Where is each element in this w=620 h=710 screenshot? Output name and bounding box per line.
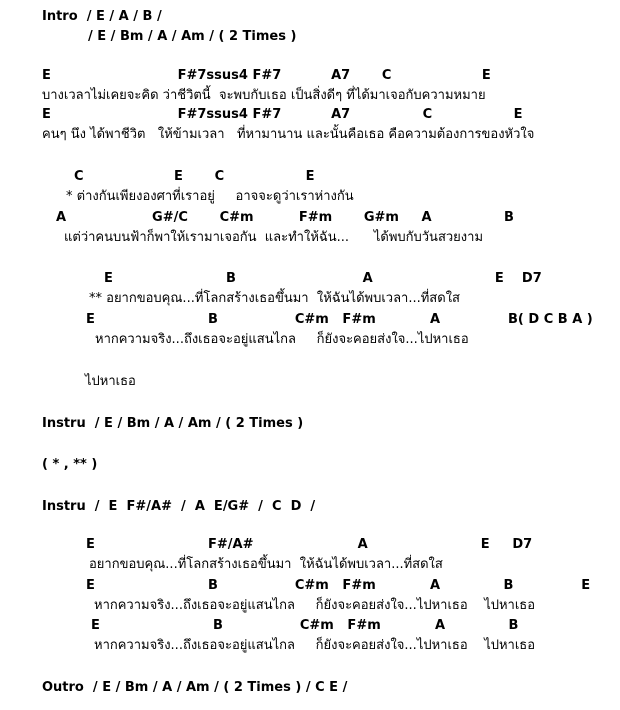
final-lyric-3: หากความจริง...ถึงเธอจะอยู่แสนไกล ก็ยังจะคอยส่งใจ...ไปหาเธอ ไปหาเธอ xyxy=(94,638,536,653)
instrumental-1: Instru / E / Bm / A / Am / ( 2 Times ) xyxy=(42,416,304,431)
repeat-marker: ( * , ** ) xyxy=(42,457,98,472)
chorus-lyric-2: หากความจริง...ถึงเธอจะอยู่แสนไกล ก็ยังจะคอยส่งใจ...ไปหาเธอ xyxy=(95,332,469,347)
instrumental-2: Instru / E F#/A# / A E/G# / C D / xyxy=(42,499,316,514)
final-chords-3: E B C#m F#m A B xyxy=(91,618,519,633)
final-chords-2: E B C#m F#m A B E xyxy=(86,578,591,593)
chorus-lyric-1: ** อยากขอบคุณ...ที่โลกสร้างเธอขึ้นมา ให้ฉันได้พบเวลา...ที่สดใส xyxy=(89,291,460,306)
prechorus-chords-1: C E C E xyxy=(74,169,315,184)
chorus-chords-2: E B C#m F#m A B( D C B A ) xyxy=(86,312,593,327)
final-lyric-1: อยากขอบคุณ...ที่โลกสร้างเธอขึ้นมา ให้ฉันได้พบเวลา...ที่สดใส xyxy=(89,557,443,572)
intro-line-2: / E / Bm / A / Am / ( 2 Times ) xyxy=(88,29,297,44)
verse1-lyric-2: คนๆ นึง ได้พาชีวิต ให้ข้ามเวลา ที่หามานาน และนั้นคือเธอ คือความต้องการของหัวใจ xyxy=(42,127,535,142)
prechorus-lyric-1: * ต่างกันเพียงองศาที่เราอยู่ อาจจะดูว่าเราห่างกัน xyxy=(66,189,354,204)
outro-line: Outro / E / Bm / A / Am / ( 2 Times ) / C E / xyxy=(42,680,348,695)
chorus-chords-1: E B A E D7 xyxy=(104,271,542,286)
final-lyric-2: หากความจริง...ถึงเธอจะอยู่แสนไกล ก็ยังจะคอยส่งใจ...ไปหาเธอ ไปหาเธอ xyxy=(94,598,536,613)
chorus-tail: ไปหาเธอ xyxy=(85,374,136,389)
prechorus-chords-2: A G#/C C#m F#m G#m A B xyxy=(56,210,514,225)
verse1-chords-2: E F#7ssus4 F#7 A7 C E xyxy=(42,107,523,122)
intro-line-1: Intro / E / A / B / xyxy=(42,9,162,24)
final-chords-1: E F#/A# A E D7 xyxy=(86,537,533,552)
verse1-lyric-1: บางเวลาไม่เคยจะคิด ว่าชีวิตนี้ จะพบกับเธอ เป็นสิ่งดีๆ ที่ได้มาเจอกับความหมาย xyxy=(42,88,486,103)
prechorus-lyric-2: แต่ว่าคนบนฟ้าก็พาให้เรามาเจอกัน และทำให้ฉัน... ได้พบกับวันสวยงาม xyxy=(64,230,484,245)
verse1-chords-1: E F#7ssus4 F#7 A7 C E xyxy=(42,68,491,83)
